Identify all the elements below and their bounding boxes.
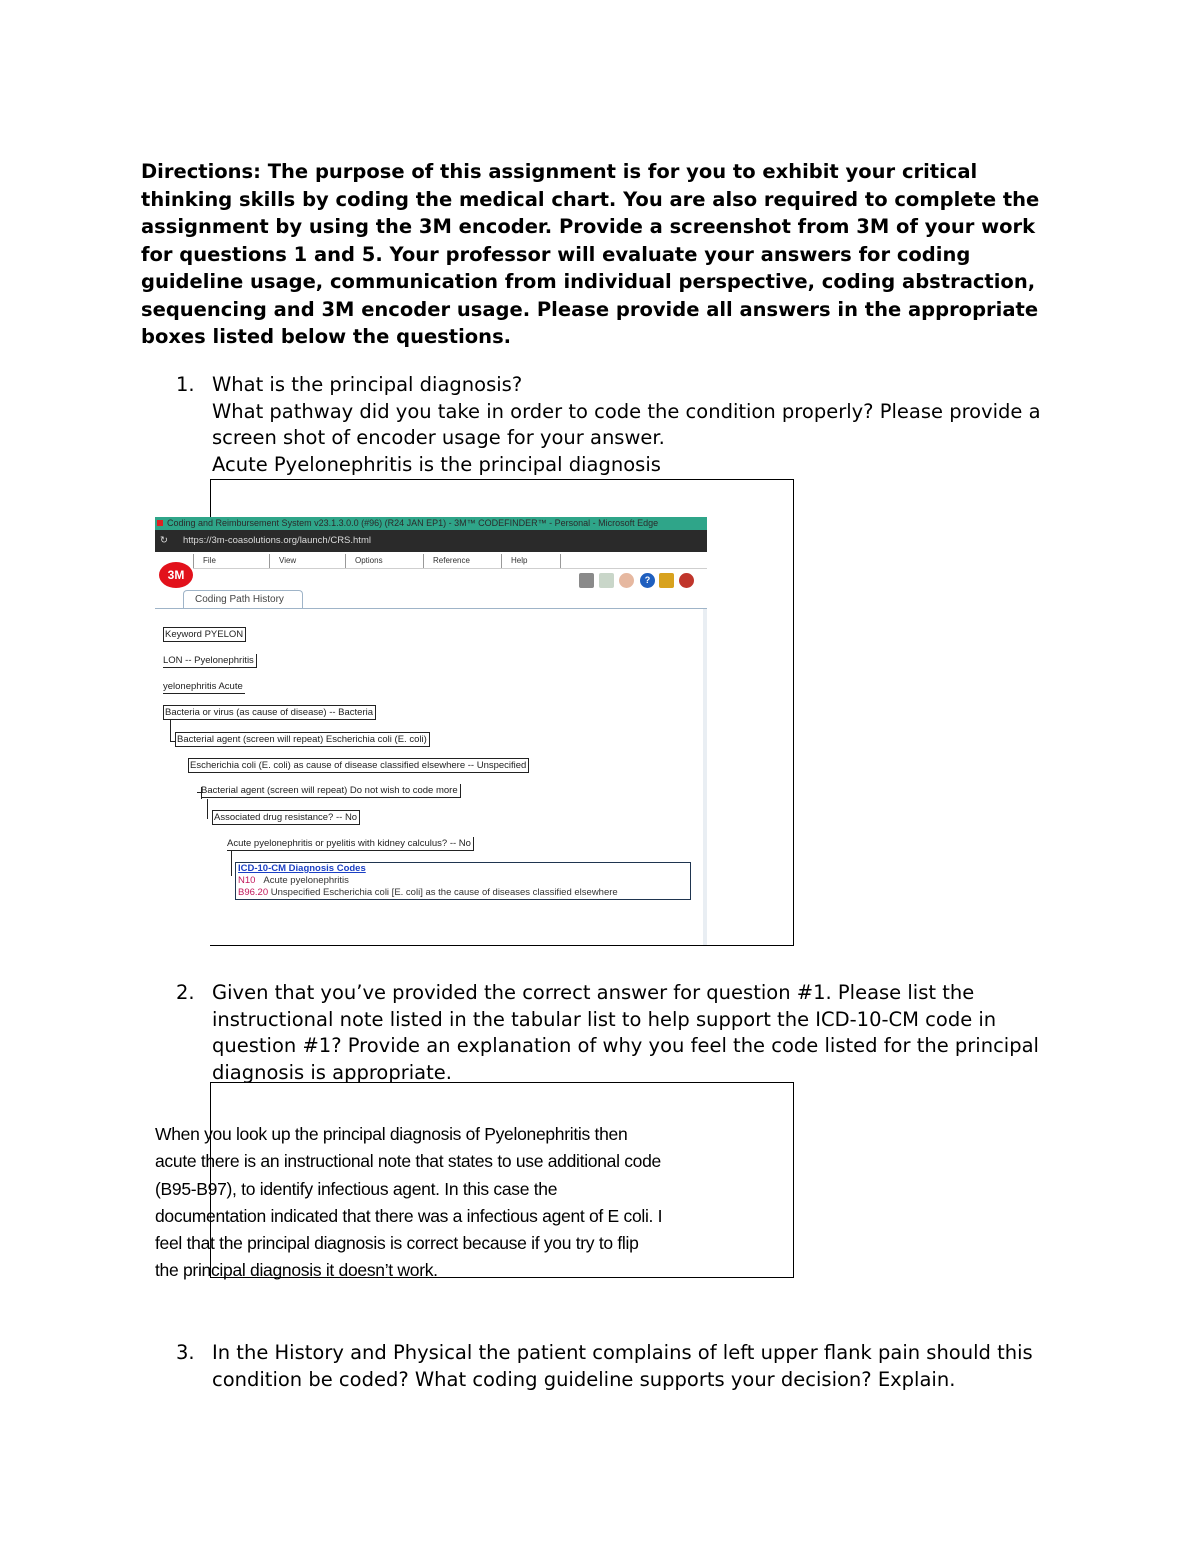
answer-line: When you look up the principal diagnosis of Pyelonephritis then — [155, 1124, 628, 1144]
window-titlebar — [155, 517, 707, 530]
answer-2-text — [155, 1121, 735, 1285]
user-icon[interactable] — [619, 573, 634, 588]
question-number: 1. — [176, 373, 195, 396]
window-title: Coding and Reimbursement System v23.1.3.0.0 (#96) (R24 JAN EP1) - 3M™ CODEFINDER™ - Personal - Microsoft Edge — [167, 518, 659, 528]
icd-10-cm-results — [235, 862, 691, 900]
menu-bar — [193, 554, 707, 569]
question-1 — [176, 372, 1056, 478]
answer-line: (B95-B97), to identify infectious agent. In this case the — [155, 1178, 558, 1199]
path-node[interactable]: Escherichia coli (E. coli) as cause of disease classified elsewhere -- Unspecified — [188, 758, 529, 773]
directions-paragraph: Directions: The purpose of this assignment is for you to exhibit your critical thinking skills by coding the medical chart. You are also required to complete the assignment by using the 3M encoder. Provide a screenshot from 3M of your work for questions 1 and 5. Your professor will evaluate your answers for coding guideline usage, communication from individual perspective, coding abstraction, sequencing and 3M encoder usage. Please provide all answers in the appropriate boxes listed below the questions. — [141, 160, 1040, 348]
encoder-screenshot — [155, 517, 707, 945]
books-icon[interactable] — [659, 573, 674, 588]
answer-text: Acute Pyelonephritis is the principal diagnosis — [212, 452, 661, 476]
question-2 — [176, 980, 1056, 1086]
question-text: What is the principal diagnosis? — [212, 373, 523, 396]
answer-line: documentation indicated that there was a infectious agent of E coli. I — [155, 1205, 663, 1226]
result-code[interactable]: B96.20 — [238, 887, 269, 898]
result-code[interactable]: N10 — [238, 875, 256, 886]
notes-icon[interactable] — [599, 573, 614, 588]
question-text: In the History and Physical the patient complains of left upper flank pain should this condition be coded? What coding guideline supports your decision? Explain. — [212, 1341, 1033, 1391]
answer-line: feel that the principal diagnosis is correct because if you try to flip — [155, 1233, 639, 1254]
refresh-icon[interactable]: ↻ — [160, 535, 168, 546]
answer-line: the principal diagnosis it doesn’t work. — [155, 1260, 438, 1281]
path-node[interactable]: yelonephritis Acute — [163, 681, 243, 692]
url-text: https://3m-coasolutions.org/launch/CRS.html — [183, 535, 371, 546]
path-node[interactable]: Bacterial agent (screen will repeat) Escherichia coli (E. coli) — [175, 732, 430, 747]
result-description: Unspecified Escherichia coli [E. coli] as the cause of diseases classified elsewhere — [270, 887, 618, 898]
tab-coding-path-history[interactable]: Coding Path History — [183, 590, 303, 608]
exit-icon[interactable] — [679, 573, 694, 588]
menu-file[interactable]: File — [193, 554, 269, 568]
question-3 — [176, 1340, 1056, 1393]
question-number: 2. — [176, 981, 195, 1004]
question-text: What pathway did you take in order to code the condition properly? Please provide a screen shot of encoder usage for your answer. — [212, 399, 1041, 449]
question-number: 3. — [176, 1341, 195, 1364]
print-icon[interactable] — [579, 573, 594, 588]
menu-help[interactable]: Help — [501, 554, 561, 568]
answer-line: acute there is an instructional note that states to use additional code — [155, 1151, 661, 1172]
result-description: Acute pyelonephritis — [263, 875, 349, 886]
menu-view[interactable]: View — [269, 554, 345, 568]
app-icon — [157, 520, 163, 526]
path-node[interactable]: Acute pyelonephritis or pyelitis with kidney calculus? -- No — [227, 837, 474, 851]
path-node[interactable]: Bacteria or virus (as cause of disease) -- Bacteria — [163, 705, 376, 720]
path-node[interactable]: Associated drug resistance? -- No — [212, 810, 360, 825]
path-node[interactable]: LON -- Pyelonephritis — [163, 654, 257, 668]
results-header-link[interactable]: ICD-10-CM Diagnosis Codes — [238, 863, 366, 874]
menu-options[interactable]: Options — [345, 554, 423, 568]
path-node[interactable]: Bacterial agent (screen will repeat) Do not wish to code more — [201, 784, 461, 798]
help-icon[interactable]: ? — [640, 573, 655, 588]
address-bar[interactable] — [155, 530, 707, 552]
menu-reference[interactable]: Reference — [423, 554, 501, 568]
question-text: Given that you’ve provided the correct answer for question #1. Please list the instructional note listed in the tabular list to help support the ICD-10-CM code in question #1? Provide an explanation of why you feel the code listed for the principal diagnosis is appropriate. — [212, 981, 1039, 1084]
scrollbar[interactable] — [703, 609, 707, 945]
3m-logo: 3M — [159, 562, 193, 588]
path-node[interactable]: Keyword PYELON — [163, 627, 246, 642]
